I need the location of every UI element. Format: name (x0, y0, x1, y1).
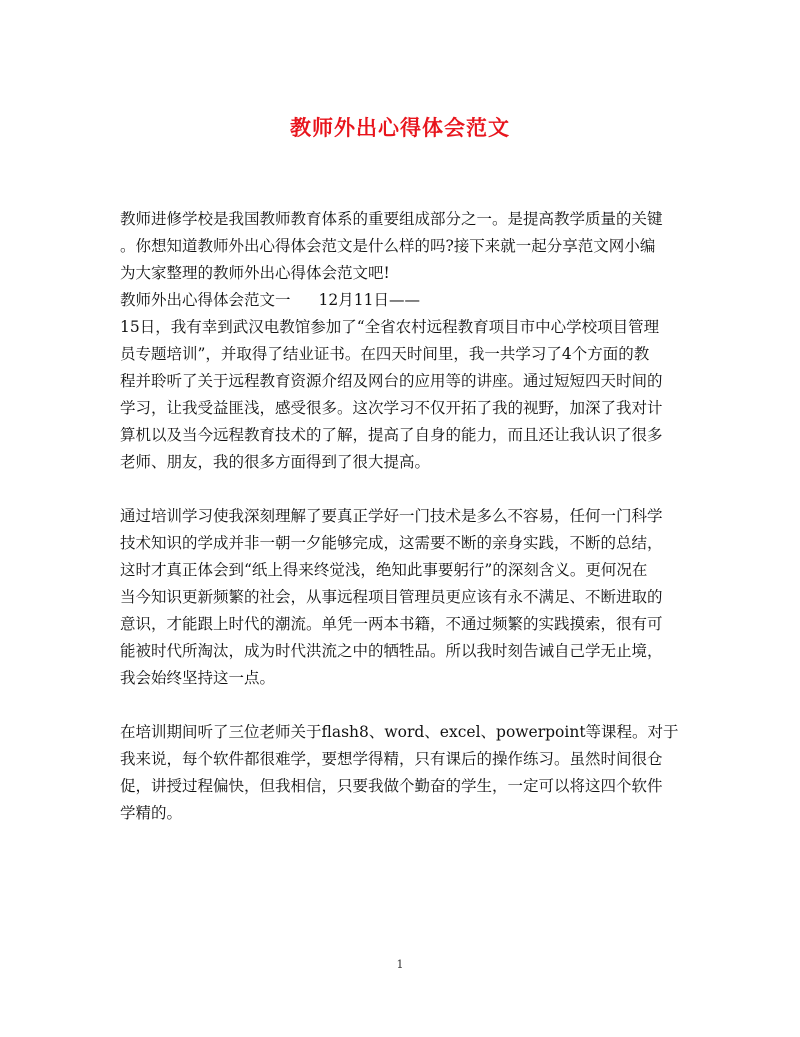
paragraph-line: 员专题培训”，并取得了结业证书。在四天时间里，我一共学习了4个方面的教 (120, 345, 650, 363)
document-body (120, 206, 680, 827)
paragraph-line: 算机以及当今远程教育技术的了解，提高了自身的能力，而且还让我认识了很多 (120, 426, 663, 444)
page-number: 1 (396, 958, 404, 971)
paragraph-spacer (120, 692, 680, 719)
section-heading-date: 12月11日—— (318, 291, 420, 309)
paragraph-line: 当今知识更新频繁的社会，从事远程项目管理员更应该有永不满足、不断进取的 (120, 588, 663, 606)
section-heading (120, 287, 680, 314)
paragraph-line: 在培训期间听了三位老师关于flash8、word、excel、powerpoint等课程。对于 (120, 723, 679, 741)
intro-line: 为大家整理的教师外出心得体会范文吧! (120, 264, 390, 282)
paragraph-line: 这时才真正体会到“纸上得来终觉浅，绝知此事要躬行”的深刻含义。更何况在 (120, 561, 648, 579)
paragraph-line: 老师、朋友，我的很多方面得到了很大提高。 (120, 453, 431, 471)
intro-line: 教师进修学校是我国教师教育体系的重要组成部分之一。是提高教学质量的关键 (120, 210, 663, 228)
paragraph-spacer (120, 476, 680, 503)
paragraph-line: 意识，才能跟上时代的潮流。单凭一两本书籍，不通过频繁的实践摸索，很有可 (120, 615, 663, 633)
paragraph-line: 我来说，每个软件都很难学，要想学得精，只有课后的操作练习。虽然时间很仓 (120, 750, 663, 768)
paragraph-line: 技术知识的学成并非一朝一夕能够完成，这需要不断的亲身实践，不断的总结， (120, 534, 663, 552)
document-title: 教师外出心得体会范文 (290, 115, 510, 140)
paragraph-line: 通过培训学习使我深刻理解了要真正学好一门技术是多么不容易，任何一门科学 (120, 507, 663, 525)
paragraph-line: 学习，让我受益匪浅，感受很多。这次学习不仅开拓了我的视野，加深了我对计 (120, 399, 663, 417)
paragraph-line: 促，讲授过程偏快，但我相信，只要我做个勤奋的学生，一定可以将这四个软件 (120, 777, 663, 795)
paragraph-line: 学精的。 (120, 804, 183, 822)
paragraph-line: 我会始终坚持这一点。 (120, 669, 276, 687)
paragraph-line: 15日，我有幸到武汉电教馆参加了“全省农村远程教育项目市中心学校项目管理 (120, 318, 660, 336)
section-heading-label: 教师外出心得体会范文一 (120, 291, 291, 309)
paragraph-line: 程并聆听了关于远程教育资源介绍及网台的应用等的讲座。通过短短四天时间的 (120, 372, 663, 390)
intro-line: 。你想知道教师外出心得体会范文是什么样的吗?接下来就一起分享范文网小编 (120, 237, 656, 255)
paragraph-line: 能被时代所淘汰，成为时代洪流之中的牺牲品。所以我时刻告诫自己学无止境， (120, 642, 663, 660)
